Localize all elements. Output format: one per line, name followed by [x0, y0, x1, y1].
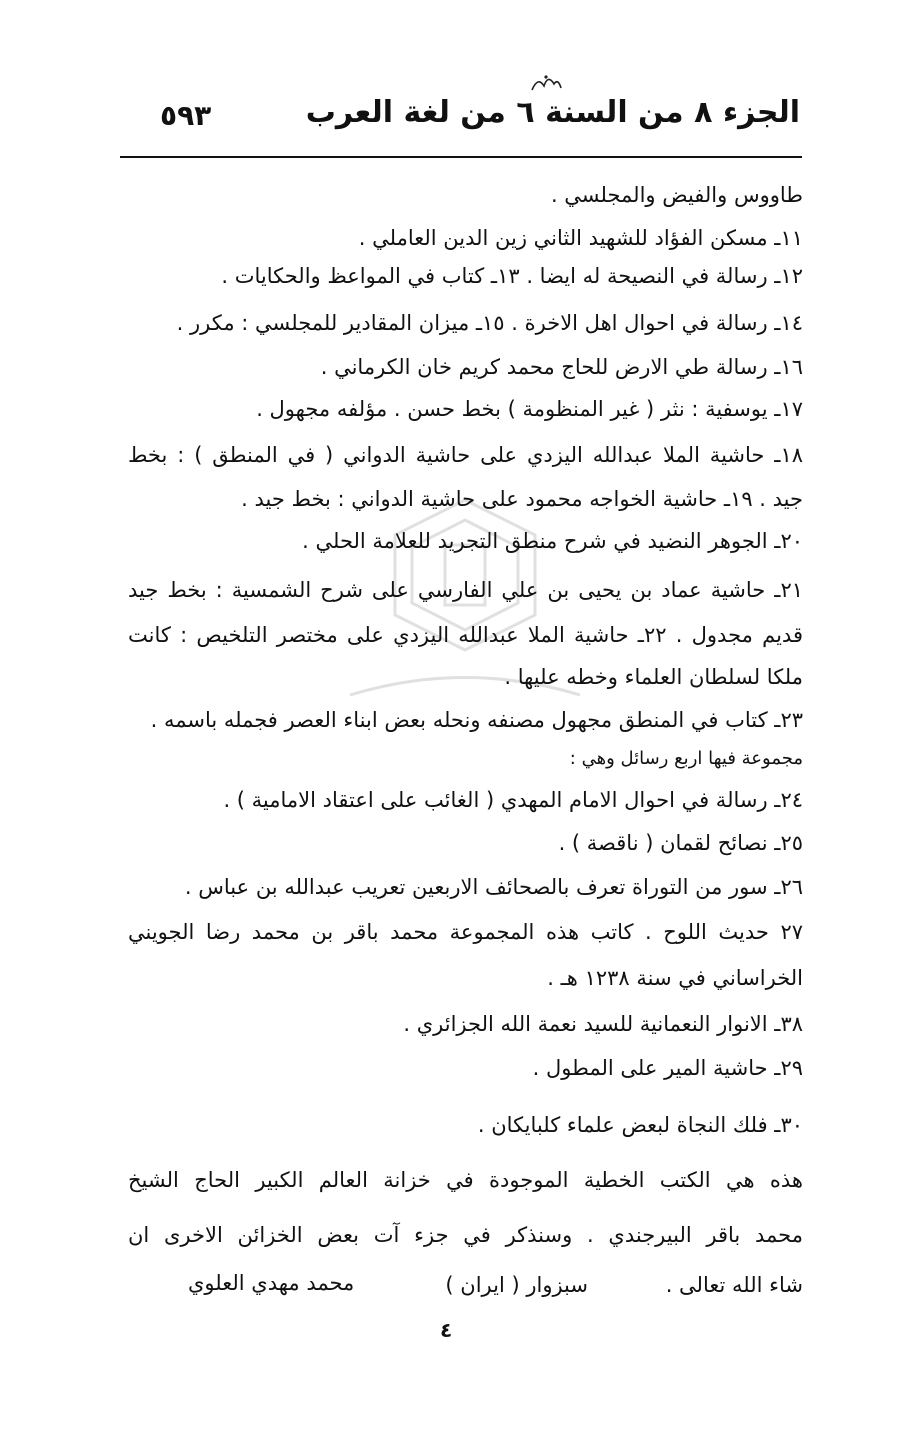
- text-line-19: الخراساني في سنة ١٢٣٨ هـ .: [547, 966, 803, 990]
- signature-author: محمد مهدي العلوي: [188, 1271, 355, 1295]
- text-line-7: ١٨ـ حاشية الملا عبدالله اليزدي على حاشية الدواني ( في المنطق ) : بخط: [128, 443, 803, 467]
- signature-row: [128, 1273, 803, 1309]
- text-line-1: طاووس والفيض والمجلسي .: [550, 183, 803, 207]
- text-line-8: جيد . ١٩ـ حاشية الخواجه محمود على حاشية الدواني : بخط جيد .: [241, 487, 803, 511]
- text-line-22: ٣٠ـ فلك النجاة لبعض علماء كلبايكان .: [477, 1113, 803, 1137]
- text-line-20: ٣٨ـ الانوار النعمانية للسيد نعمة الله الجزائري .: [403, 1012, 803, 1036]
- text-line-24: محمد باقر البيرجندي . وسنذكر في جزء آت بعض الخزائن الاخرى ان: [128, 1223, 803, 1247]
- closing-phrase: شاء الله تعالى .: [665, 1273, 803, 1297]
- text-line-9: ٢٠ـ الجوهر النضيد في شرح منطق التجريد للعلامة الحلي .: [302, 529, 803, 553]
- text-line-12: ملكا لسلطان العلماء وخطه عليها .: [504, 665, 803, 689]
- signature-place: سبزوار ( ايران ): [445, 1273, 588, 1297]
- text-line-18: ٢٧ حديث اللوح . كاتب هذه المجموعة محمد باقر بن محمد رضا الجويني: [128, 920, 803, 944]
- folio-mark: ٤: [440, 1318, 453, 1342]
- text-line-3: ١٢ـ رسالة في النصيحة له ايضا . ١٣ـ كتاب في المواعظ والحكايات .: [221, 264, 803, 288]
- text-line-5: ١٦ـ رسالة طي الارض للحاج محمد كريم خان الكرماني .: [320, 355, 803, 379]
- header-rule: [120, 156, 802, 158]
- text-line-15: ٢٤ـ رسالة في احوال الامام المهدي ( الغائب على اعتقاد الامامية ) .: [223, 788, 803, 812]
- running-head: [120, 95, 800, 145]
- text-line-14: مجموعة فيها اربع رسائل وهي :: [569, 748, 803, 769]
- text-line-13: ٢٣ـ كتاب في المنطق مجهول مصنفه ونحله بعض ابناء العصر فجمله باسمه .: [150, 708, 803, 732]
- text-line-2: ١١ـ مسكن الفؤاد للشهيد الثاني زين الدين العاملي .: [358, 226, 803, 250]
- text-line-21: ٢٩ـ حاشية المير على المطول .: [532, 1056, 803, 1080]
- header-ornament-mark: [528, 72, 564, 94]
- page-number: ٥٩٣: [160, 99, 212, 132]
- text-line-17: ٢٦ـ سور من التوراة تعرف بالصحائف الاربعين تعريب عبدالله بن عباس .: [184, 875, 803, 899]
- text-line-16: ٢٥ـ نصائح لقمان ( ناقصة ) .: [558, 831, 803, 855]
- text-line-10: ٢١ـ حاشية عماد بن يحيى بن علي الفارسي على شرح الشمسية : بخط جيد: [128, 578, 803, 602]
- text-line-11: قديم مجدول . ٢٢ـ حاشية الملا عبدالله اليزدي على مختصر التلخيص : كانت: [128, 623, 803, 647]
- text-line-23: هذه هي الكتب الخطية الموجودة في خزانة العالم الكبير الحاج الشيخ: [128, 1168, 803, 1192]
- text-line-6: ١٧ـ يوسفية : نثر ( غير المنظومة ) بخط حسن . مؤلفه مجهول .: [256, 397, 803, 421]
- page-header-title: الجزء ٨ من السنة ٦ من لغة العرب: [305, 95, 800, 130]
- text-line-4: ١٤ـ رسالة في احوال اهل الاخرة . ١٥ـ ميزان المقادير للمجلسي : مكرر .: [176, 311, 803, 335]
